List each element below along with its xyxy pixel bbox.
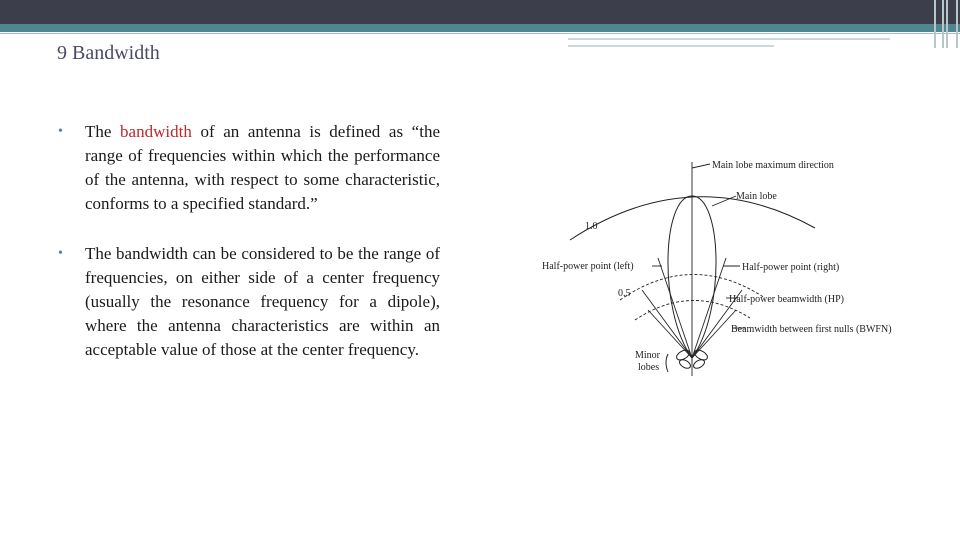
minor-lobes-brace xyxy=(666,354,668,372)
null-line-right xyxy=(692,310,736,358)
label-half-power-right: Half-power point (right) xyxy=(742,262,840,273)
radiation-pattern-diagram xyxy=(540,150,892,390)
label-bwfn: Beamwidth between first nulls (BWFN) xyxy=(731,324,892,335)
decor-line-long xyxy=(568,38,890,40)
label-main-lobe-direction: Main lobe maximum direction xyxy=(712,160,834,171)
label-main-lobe: Main lobe xyxy=(736,191,777,202)
label-level-1: 1.0 xyxy=(585,221,598,232)
bullet-item xyxy=(58,242,440,362)
label-lobes: lobes xyxy=(638,362,660,373)
corner-decor xyxy=(930,0,960,48)
bullet-text: The bandwidth can be considered to be the range of frequencies, on either side of a center frequency (usually the resonance frequency for a dipole), where the antenna characteristics are within an acceptable value of those at the center frequency. xyxy=(85,244,440,359)
bullet-item xyxy=(58,120,440,216)
header-rule xyxy=(0,33,960,34)
bullet-text-before: The xyxy=(85,122,121,141)
bullet-highlight-term: bandwidth xyxy=(120,122,192,141)
decor-line-short xyxy=(568,45,774,47)
slide-body xyxy=(58,120,440,388)
bullet-dot-icon: • xyxy=(58,124,63,139)
label-half-power-left: Half-power point (left) xyxy=(542,261,634,272)
unit-level-arc xyxy=(570,197,815,240)
slide-title: 9 Bandwidth xyxy=(57,42,160,64)
label-hpbw: Half-power beamwidth (HP) xyxy=(729,294,844,305)
leader-main-dir xyxy=(692,164,710,168)
bullet-dot-icon: • xyxy=(58,246,63,261)
label-minor: Minor xyxy=(635,350,660,361)
bullet-text-after: of an antenna is defined as “the range of frequencies within which the performance of the antenna, with respect to some characteristic, conforms to a specified standard.” xyxy=(85,122,440,213)
hp-line-right xyxy=(692,258,726,358)
header-band-teal xyxy=(0,24,960,32)
hp-line-left xyxy=(658,258,692,358)
label-level-05: 0.5 xyxy=(618,288,631,299)
hp-beam-line-left xyxy=(642,290,692,358)
header-band-dark xyxy=(0,0,960,24)
